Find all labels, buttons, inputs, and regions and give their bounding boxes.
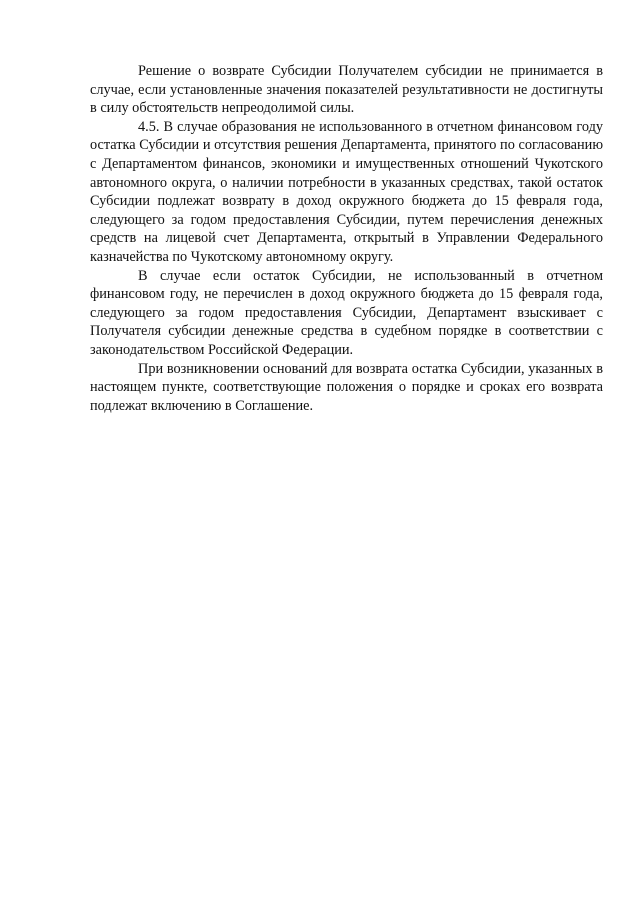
paragraph-court-recovery: В случае если остаток Субсидии, не использованный в отчетном финансовом году, не перечислен в доход окружного бюджета до 15 февраля года, следующего за годом предоставления Субсидии, Департамент взыскивает с Получателя субсидии денежные средства в судебном порядке в соответствии с законодательством Российской Федерации. [90,267,603,358]
paragraph-clause-4-5: 4.5. В случае образования не использованного в отчетном финансовом году остатка Субсидии и отсутствия решения Департамента, принятого по согласованию с Департаментом финансов, экономики и имущественных отношений Чукотского автономного округа, о наличии потребности в указанных средствах, такой остаток Субсидии подлежат возврату в доход окружного бюджета до 15 февраля года, следующего за годом предоставления Субсидии, путем перечисления денежных средств на лицевой счет Департамента, открытый в Управлении Федерального казначейства по Чукотскому автономному округу. [90,118,603,265]
paragraph-agreement-inclusion: При возникновении оснований для возврата остатка Субсидии, указанных в настоящем пункте, соответствующие положения о порядке и сроках его возврата подлежат включению в Соглашение. [90,360,603,414]
paragraph-subsidy-return-decision: Решение о возврате Субсидии Получателем субсидии не принимается в случае, если установленные значения показателей результативности не достигнуты в силу обстоятельств непреодолимой силы. [90,63,603,117]
document-body [90,62,603,415]
